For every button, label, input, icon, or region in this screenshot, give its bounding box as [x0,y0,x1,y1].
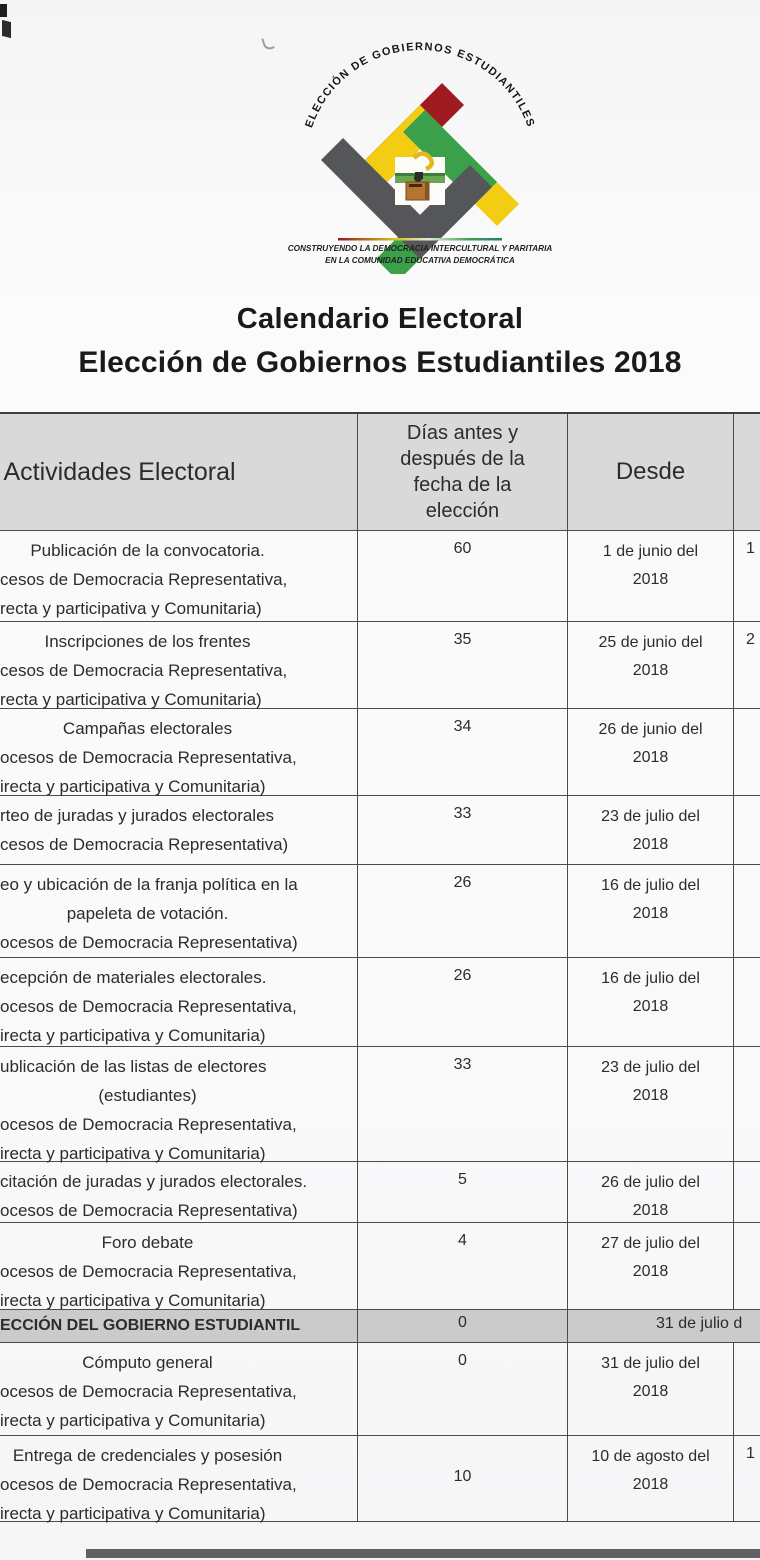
activity-line: irecta y participativa y Comunitaria) [0,1504,266,1523]
hasta-cell-cut [733,709,760,795]
activity-cell [0,1047,357,1161]
desde-date: 27 de julio del [601,1235,700,1252]
table-header-row [0,414,760,531]
days-cell: 35 [357,622,567,708]
table-row [0,1047,760,1162]
pen-mark [261,36,275,51]
desde-year: 2018 [632,571,669,588]
activity-line: irecta y participativa y Comunitaria) [0,1411,266,1430]
desde-cell [567,1162,733,1222]
activity-cell [0,1310,357,1342]
desde-year: 2018 [632,662,669,679]
hasta-cell-cut [733,1047,760,1161]
logo-arc-text: ELECCIÓN DE GOBIERNOS ESTUDIANTILES [303,42,537,130]
activity-line: cesos de Democracia Representativa, [0,661,288,680]
table-row [0,531,760,622]
activity-line: Entrega de credenciales y posesión [12,1446,283,1465]
desde-cell [567,1047,733,1161]
activity-line: ocesos de Democracia Representativa, [0,1262,297,1281]
desde-year: 2018 [632,998,669,1015]
desde-date: 23 de julio del [601,1059,700,1076]
activity-cell [0,1436,357,1521]
activity-line: ocesos de Democracia Representativa, [0,1115,297,1134]
desde-cell [567,709,733,795]
hasta-cell-cut [733,1343,760,1435]
desde-date: 26 de julio del [601,1174,700,1191]
activity-line: rteo de juradas y jurados electorales [0,806,275,825]
desde-date: 10 de agosto del [591,1448,710,1465]
title-line-2: Elección de Gobiernos Estudiantiles 2018 [78,346,682,379]
desde-cell [567,958,733,1046]
desde-cell [567,865,733,957]
desde-date: 1 de junio del [602,543,699,560]
days-cell: 33 [357,796,567,864]
table-row [0,622,760,709]
hasta-cell-cut [733,1223,760,1309]
hasta-cell-cut: 1 [733,1436,760,1521]
hasta-cell-cut: 1 [733,531,760,621]
election-logo-graphic [282,42,558,274]
scan-speck [2,20,11,38]
activity-line: ocesos de Democracia Representativa, [0,1382,297,1401]
activity-cell [0,1343,357,1435]
activity-line: irecta y participativa y Comunitaria) [0,777,266,796]
activity-line: irecta y participativa y Comunitaria) [0,1144,266,1163]
header-activities-label: Actividades Electoral [3,457,236,486]
desde-date: 16 de julio del [601,970,700,987]
table-row [0,865,760,958]
desde-date: 25 de junio del [598,634,703,651]
desde-cell [567,796,733,864]
desde-year: 2018 [632,905,669,922]
activity-line: ocesos de Democracia Representativa) [0,933,298,952]
header-hasta-cut [733,414,760,530]
desde-year: 2018 [632,1202,669,1219]
scan-edge-bar [86,1549,760,1558]
activity-line: Cómputo general [82,1353,213,1372]
desde-date: 16 de julio del [601,877,700,894]
activity-cell [0,958,357,1046]
activity-line: recta y participativa y Comunitaria) [0,599,262,618]
hasta-cell-cut [733,958,760,1046]
activity-line: ublicación de las listas de electores [0,1057,267,1076]
table-row [0,709,760,796]
tagline-divider [338,238,502,241]
table-row [0,1223,760,1310]
activity-line: Inscripciones de los frentes [44,632,251,651]
activity-line: ocesos de Democracia Representativa, [0,997,297,1016]
activity-line: irecta y participativa y Comunitaria) [0,1291,266,1310]
days-cell: 33 [357,1047,567,1161]
desde-cell [567,1436,733,1521]
logo-tagline-1: CONSTRUYENDO LA DEMOCRACIA INTERCULTURAL Y PARITARIA [287,244,553,253]
table-row [0,796,760,865]
activity-line: ECCIÓN DEL GOBIERNO ESTUDIANTIL [0,1317,301,1334]
days-cell: 4 [357,1223,567,1309]
activity-line: eo y ubicación de la franja política en la [0,875,298,894]
ballot-box-icon [395,154,445,206]
desde-year: 2018 [632,836,669,853]
desde-year: 2018 [632,749,669,766]
activity-line: citación de juradas y jurados electorales. [0,1172,308,1191]
table-row [0,1343,760,1436]
desde-cell [567,1343,733,1435]
scan-speck [0,4,7,17]
desde-year: 2018 [632,1383,669,1400]
days-cell: 10 [357,1436,567,1521]
activity-line: Campañas electorales [62,719,233,738]
hasta-cell-cut [733,796,760,864]
activity-line: recta y participativa y Comunitaria) [0,690,262,709]
logo-tagline-2: EN LA COMUNIDAD EDUCATIVA DEMOCRÁTICA [325,256,515,265]
activity-cell [0,796,357,864]
activity-line: Publicación de la convocatoria. [30,541,265,560]
desde-year: 2018 [632,1263,669,1280]
activity-line: cesos de Democracia Representativa) [0,835,289,854]
activity-cell [0,1223,357,1309]
header-desde [567,414,733,530]
table-row-election-day [0,1310,760,1343]
days-cell: 26 [357,958,567,1046]
activity-line: irecta y participativa y Comunitaria) [0,1026,266,1045]
activity-line: ocesos de Democracia Representativa) [0,1201,298,1220]
activity-cell [0,531,357,621]
desde-cell [567,1223,733,1309]
hasta-cell-cut [733,865,760,957]
hasta-cell-cut: 2 [733,622,760,708]
activity-line: Foro debate [101,1233,194,1252]
desde-year: 2018 [632,1087,669,1104]
header-activities [0,414,357,530]
activity-line: ocesos de Democracia Representativa, [0,748,297,767]
header-desde-label: Desde [615,458,686,485]
table-row [0,1436,760,1522]
header-days-label: Días antes y después de la fecha de la elección [400,422,525,522]
table-row [0,1162,760,1223]
header-days [357,414,567,530]
hasta-cell-cut [733,1162,760,1222]
desde-date: 31 de julio del [601,1355,700,1372]
desde-cell [567,622,733,708]
days-cell: 34 [357,709,567,795]
desde-cell [567,531,733,621]
page-title [0,303,760,380]
activity-cell [0,865,357,957]
activity-line: ocesos de Democracia Representativa, [0,1475,297,1494]
desde-year: 2018 [632,1476,669,1493]
days-cell: 5 [357,1162,567,1222]
electoral-calendar-table [0,412,760,1522]
desde-date: 23 de julio del [601,808,700,825]
title-line-1: Calendario Electoral [236,303,524,335]
election-logo [282,42,558,274]
days-cell: 26 [357,865,567,957]
table-row [0,958,760,1047]
activity-line: cesos de Democracia Representativa, [0,570,288,589]
activity-cell [0,622,357,708]
activity-line: ecepción de materiales electorales. [0,968,267,987]
activity-line: papeleta de votación. [66,904,229,923]
activity-line: (estudiantes) [98,1086,197,1105]
desde-date: 26 de junio del [598,721,703,738]
days-cell: 0 [357,1343,567,1435]
activity-cell [0,709,357,795]
activity-cell [0,1162,357,1222]
days-cell: 60 [357,531,567,621]
days-cell: 0 [357,1310,567,1342]
merged-date-cell: 31 de julio d [567,1310,760,1342]
